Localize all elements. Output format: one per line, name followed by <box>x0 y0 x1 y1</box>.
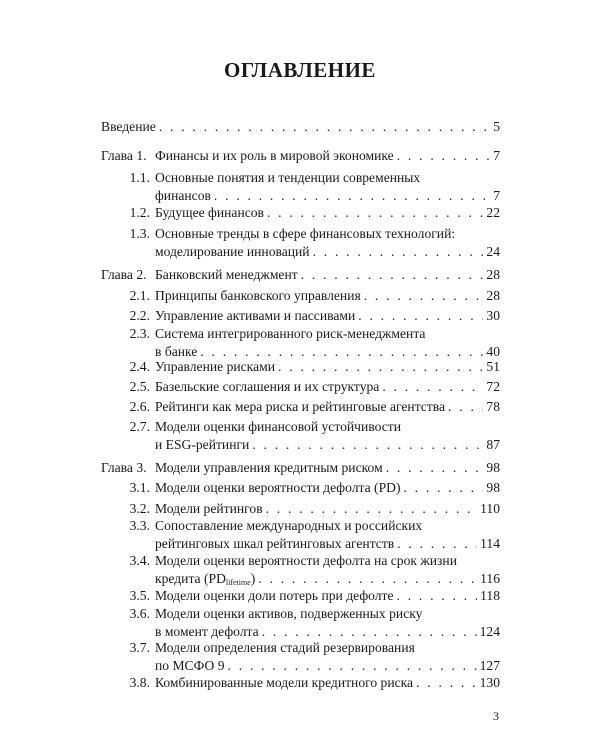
dot-leader <box>397 147 490 165</box>
toc-entry-page: 116 <box>480 571 500 586</box>
toc-entry <box>0 225 600 261</box>
dot-leader <box>228 657 477 675</box>
toc-entry-number: 3.5. <box>129 588 150 603</box>
toc-entry-title-line: Модели оценки доли потерь при дефолте <box>155 588 394 603</box>
page-title: ОГЛАВЛЕНИЕ <box>224 58 376 82</box>
dot-leader <box>364 287 484 305</box>
toc-entry-title-line: Финансы и их роль в мировой экономике <box>155 148 394 163</box>
toc-entry-number: Глава 2. <box>101 267 147 282</box>
toc-entry-title <box>155 500 500 518</box>
dot-leader <box>386 459 484 477</box>
toc-entry-title-line: финансов <box>155 188 211 203</box>
toc-entry-number: 3.7. <box>129 640 150 655</box>
toc-entry-page: 5 <box>493 119 500 134</box>
toc-entry <box>0 639 600 675</box>
toc-entry-number: 2.7. <box>129 419 150 434</box>
toc-entry <box>0 605 600 641</box>
toc-entry-title <box>155 147 500 165</box>
toc-entry-title <box>155 479 500 497</box>
dot-leader <box>266 500 478 518</box>
toc-entry-number: 1.2. <box>129 205 150 220</box>
toc-entry-number: 3.6. <box>129 606 150 621</box>
toc-entry-title <box>155 639 500 675</box>
toc-entry-title-line: и ESG-рейтинги <box>155 437 250 452</box>
toc-entry-title-line: Основные понятия и тенденции современных <box>155 170 421 185</box>
toc-entry-number: 3.2. <box>129 501 150 516</box>
toc-entry-page: 72 <box>486 379 500 394</box>
toc-entry-title-line: кредита (PDlifetime) <box>155 571 256 587</box>
toc-entry-title <box>155 418 500 454</box>
toc-entry-title <box>155 325 500 361</box>
toc-entry-title <box>155 398 500 416</box>
toc-entry-page: 51 <box>486 359 500 374</box>
dot-leader <box>313 243 484 261</box>
toc-entry-page: 98 <box>486 460 500 475</box>
toc-entry-title-line: Модели оценки активов, подверженных риску <box>155 606 423 621</box>
toc-entry-title-line: Рейтинги как мера риска и рейтинговые агентства <box>155 399 446 414</box>
subscript: lifetime <box>225 578 251 587</box>
toc-entry-number: 2.2. <box>129 308 150 323</box>
toc-entry-page: 130 <box>479 675 500 690</box>
toc-entry-title <box>155 378 500 396</box>
toc-entry-page: 87 <box>486 437 500 452</box>
toc-entry-title-line: Принципы банковского управления <box>155 288 361 303</box>
toc-entry-title-line: Сопоставление международных и российских <box>155 518 423 533</box>
toc-entry-title-line: Банковский менеджмент <box>155 267 298 282</box>
toc-entry-title-line: Управление активами и пассивами <box>155 308 356 323</box>
toc-entry-number: 3.8. <box>129 675 150 690</box>
toc-entry-page: 114 <box>480 536 500 551</box>
toc-entry-page: 28 <box>486 267 500 282</box>
dot-leader <box>416 674 477 692</box>
toc-entry-title-line: Модели оценки финансовой устойчивости <box>155 419 401 434</box>
toc-entry-title-line: Основные тренды в сфере финансовых технологий: <box>155 226 456 241</box>
dot-leader <box>278 358 483 376</box>
toc-entry-page: 28 <box>486 288 500 303</box>
toc-entry-title-line: Комбинированные модели кредитного риска <box>155 675 414 690</box>
toc-entry-title <box>155 287 500 305</box>
toc-entry-page: 40 <box>486 344 500 359</box>
toc-entry <box>0 169 600 205</box>
dot-leader <box>252 436 483 454</box>
dot-leader <box>448 398 483 416</box>
dot-leader <box>258 570 477 588</box>
toc-entry-title <box>155 266 500 284</box>
toc-entry-title-line: Модели рейтингов <box>155 501 263 516</box>
toc-entry-number: Глава 1. <box>101 148 147 163</box>
toc-entry-title-line: Модели управления кредитным риском <box>155 460 383 475</box>
dot-leader <box>214 187 490 205</box>
toc-entry-number: 3.3. <box>129 518 150 533</box>
toc-entry-title <box>155 225 500 261</box>
toc-entry-title-line: Модели оценки вероятности дефолта (PD) <box>155 480 401 495</box>
dot-leader <box>403 479 483 497</box>
toc-entry-number: 3.1. <box>129 480 150 495</box>
toc-entry <box>0 325 600 361</box>
toc-entry-page: 110 <box>480 501 500 516</box>
toc-entry-number: 2.1. <box>129 288 150 303</box>
toc-entry-number: Глава 3. <box>101 460 147 475</box>
toc-entry-page: 98 <box>486 480 500 495</box>
page-number: 3 <box>493 709 499 723</box>
toc-entry-title-line: в момент дефолта <box>155 624 259 639</box>
toc-entry-number: 2.4. <box>129 359 150 374</box>
toc-entry-page: 78 <box>486 399 500 414</box>
toc-entry-title <box>155 587 500 605</box>
dot-leader <box>358 307 483 325</box>
toc-entry-title <box>155 204 500 222</box>
toc-entry-title-line: Базельские соглашения и их структура <box>155 379 380 394</box>
toc-entry-title-line: по МСФО 9 <box>155 658 225 673</box>
toc-entry-title <box>155 517 500 553</box>
dot-leader <box>267 204 483 222</box>
toc-entry-title-line: Модели оценки вероятности дефолта на срок жизни <box>155 553 457 568</box>
toc-entry-page: 124 <box>479 624 500 639</box>
toc-entry-number: 2.3. <box>129 326 150 341</box>
toc-entry-number: 2.6. <box>129 399 150 414</box>
toc-entry-title-line: Управление рисками <box>155 359 275 374</box>
toc-entry-title-line: Будущее финансов <box>155 205 264 220</box>
dot-leader <box>397 587 478 605</box>
toc-entry-title <box>155 459 500 477</box>
dot-leader <box>382 378 483 396</box>
toc-entry-number: 1.1. <box>129 170 150 185</box>
toc-entry-title-line: Система интегрированного риск-менеджмента <box>155 326 426 341</box>
toc-entry-page: 22 <box>486 205 500 220</box>
toc-entry-number: 3.4. <box>129 553 150 568</box>
toc-entry-title-line: Введение <box>101 119 156 134</box>
toc-entry <box>0 517 600 553</box>
toc-entry-number: 1.3. <box>129 226 150 241</box>
toc-entry-page: 7 <box>493 148 500 163</box>
dot-leader <box>397 535 477 553</box>
dot-leader <box>159 118 490 136</box>
dot-leader <box>301 266 484 284</box>
toc-entry-page: 127 <box>479 658 500 673</box>
toc-entry-page: 7 <box>493 188 500 203</box>
toc-entry <box>0 418 600 454</box>
toc-entry-title-line: моделирование инноваций <box>155 244 310 259</box>
toc-entry-title <box>155 358 500 376</box>
toc-entry-title <box>155 605 500 641</box>
toc-entry-title-line: рейтинговых шкал рейтинговых агентств <box>155 536 395 551</box>
toc-entry-title <box>101 118 500 136</box>
toc-entry-title-line: Модели определения стадий резервирования <box>155 640 415 655</box>
toc-entry-title <box>155 307 500 325</box>
title-tail: ) <box>250 571 256 586</box>
toc-entry-title <box>155 169 500 205</box>
toc-entry-title <box>155 552 500 592</box>
toc-entry <box>0 552 600 588</box>
toc-entry-number: 2.5. <box>129 379 150 394</box>
toc-entry-title-line: в банке <box>155 344 198 359</box>
toc-entry-page: 30 <box>486 308 500 323</box>
toc-entry-page: 118 <box>480 588 500 603</box>
toc-entry-title <box>155 674 500 692</box>
toc-entry-page: 24 <box>486 244 500 259</box>
